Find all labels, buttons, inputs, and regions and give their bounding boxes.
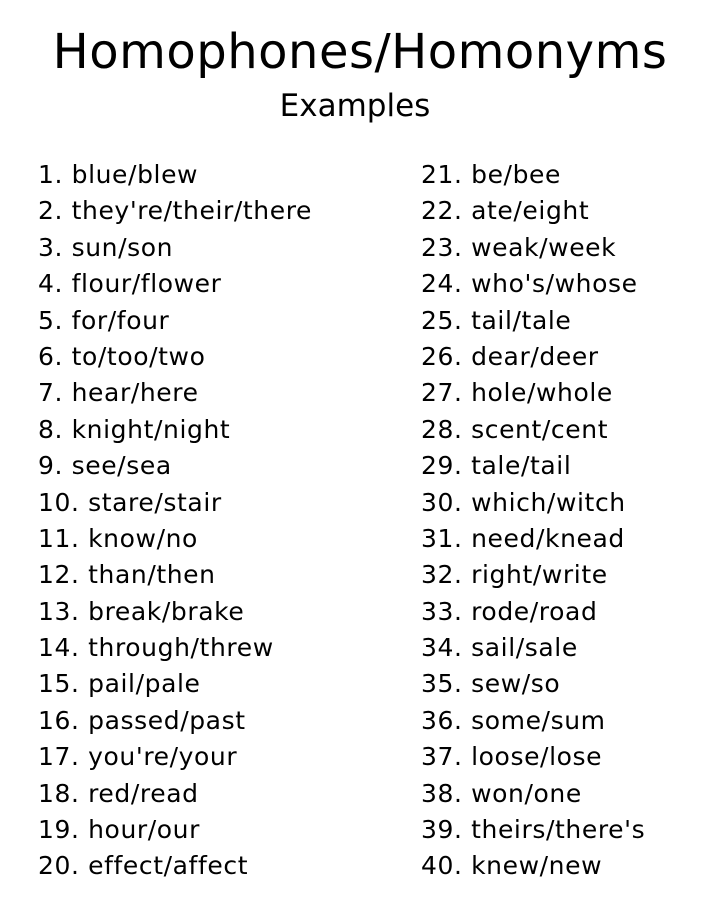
list-item: 6. to/too/two [38, 341, 206, 371]
list-item: 28. scent/cent [421, 414, 609, 444]
list-item: 13. break/brake [38, 596, 245, 626]
list-item: 14. through/threw [38, 633, 274, 663]
list-item: 37. loose/lose [421, 742, 603, 772]
list-item: 20. effect/affect [38, 851, 249, 881]
list-item: 30. which/witch [421, 487, 626, 517]
list-item: 18. red/read [38, 778, 199, 808]
list-item: 1. blue/blew [38, 160, 199, 189]
list-item: 35. sew/so [421, 669, 561, 699]
list-item: 34. sail/sale [421, 633, 578, 663]
list-item: 12. than/then [38, 560, 216, 590]
page-subtitle: Examples [279, 88, 431, 124]
list-item: 31. need/knead [421, 523, 625, 553]
list-item: 26. dear/deer [421, 341, 599, 371]
page-title: Homophones/Homonyms [52, 24, 668, 80]
right-word-list [421, 157, 711, 885]
list-item: 22. ate/eight [421, 196, 590, 226]
list-item: 9. see/sea [38, 451, 172, 481]
list-item: 7. hear/here [38, 378, 199, 408]
list-item: 36. some/sum [421, 705, 606, 735]
left-word-list [38, 157, 408, 885]
list-item: 10. stare/stair [38, 487, 222, 517]
list-item: 15. pail/pale [38, 669, 201, 699]
list-item: 5. for/four [38, 305, 170, 335]
list-item: 17. you're/your [38, 742, 238, 772]
list-item: 19. hour/our [38, 815, 201, 845]
list-item: 8. knight/night [38, 414, 231, 444]
list-item: 3. sun/son [38, 232, 174, 262]
list-item: 27. hole/whole [421, 378, 613, 408]
list-item: 2. they're/their/there [38, 196, 313, 226]
list-item: 16. passed/past [38, 705, 246, 735]
list-item: 23. weak/week [421, 232, 617, 262]
list-item: 25. tail/tale [421, 305, 572, 335]
list-item: 38. won/one [421, 778, 582, 808]
list-item: 32. right/write [421, 560, 608, 590]
list-item: 11. know/no [38, 523, 198, 553]
list-item: 33. rode/road [421, 596, 598, 626]
list-item: 21. be/bee [421, 160, 562, 189]
list-item: 40. knew/new [421, 851, 603, 881]
list-item: 24. who's/whose [421, 269, 638, 299]
list-item: 39. theirs/there's [421, 815, 646, 845]
list-item: 29. tale/tail [421, 451, 572, 481]
list-item: 4. flour/flower [38, 269, 222, 299]
